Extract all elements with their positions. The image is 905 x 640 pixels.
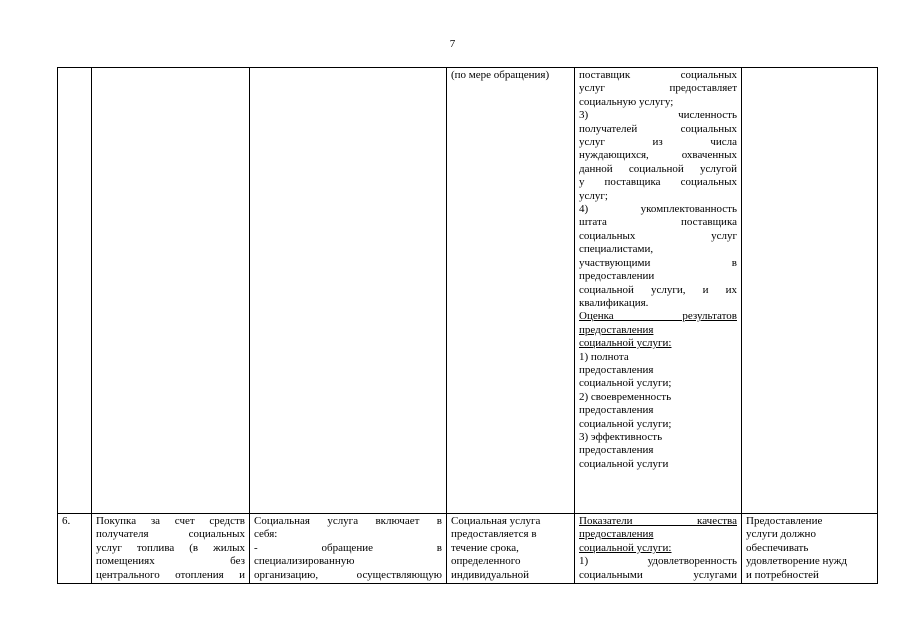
cell-service-description [250,68,447,514]
text-line: удовлетворение нужд [746,555,847,568]
text-line: предоставления [579,404,654,417]
text-line: 1) удовлетворенность [579,555,737,568]
text-line: себя: [254,528,278,541]
text-line: социальных услуг [579,229,737,242]
text-line: и потребностей [746,568,819,581]
service-description-text [254,515,442,582]
text-line: данной социальной услугой [579,162,737,175]
quality-indicators-text [579,515,737,582]
text-line: 3) эффективность [579,430,663,443]
text-line: получателя социальных [96,528,245,541]
text-line: 3) численность [579,109,737,122]
text-line: - обращение в [254,541,442,554]
text-line: помещениях без [96,555,245,568]
cell-service-description [250,514,447,584]
text-line: услуг; [579,189,608,202]
text-line: социальной услуги [579,457,669,470]
text-line: услуги должно [746,528,816,541]
quality-indicators-text [579,69,737,471]
text-line: социальной услуги, и их [579,283,737,296]
text-line: социальной услуги: [579,541,672,554]
text-line: 1) полнота [579,350,629,363]
cell-conditions [742,68,878,514]
text-line: центрального отопления и [96,568,245,581]
page-number: 7 [449,38,456,50]
text-line: организацию, осуществляющую [254,568,442,581]
text-line: социальной услуги; [579,377,672,390]
table-row-continued [58,68,878,514]
text-line: социальной услуги: [579,337,672,350]
text-line: социальными услугами [579,568,737,581]
text-line: Предоставление [746,515,823,527]
cell-number [58,68,92,514]
text-line: 2) своевременность [579,390,672,403]
table-row-6 [58,514,878,584]
text-line: Оценка результатов [579,310,737,323]
text-line: социальной услуги; [579,417,672,430]
text-line: индивидуальной [451,568,530,581]
cell-quality-indicators [575,514,742,584]
cell-service-term: (по мере обращения) [447,68,575,514]
text-line: специализированную [254,555,355,568]
services-table [57,67,878,584]
text-line: Покупка за счет средств [96,515,245,527]
text-line: социальную услугу; [579,95,674,108]
cell-service-name [92,514,250,584]
text-line: поставщик социальных [579,69,737,81]
text-line: специалистами, [579,243,654,256]
text-line: услуг из числа [579,136,737,149]
text-line: обеспечивать [746,541,809,554]
text-line: Социальная услуга включает в [254,515,442,527]
service-name-text [96,515,245,582]
text-line: квалификация. [579,296,649,309]
text-line: предоставления [579,323,654,336]
text-line: Социальная услуга [451,515,541,527]
text-line: предоставления [579,363,654,376]
conditions-text [746,515,873,582]
text-line: получателей социальных [579,122,737,135]
text-line: участвующими в [579,256,737,269]
cell-service-term [447,514,575,584]
text-line: 4) укомплектованность [579,203,737,216]
text-line: предоставления [579,444,654,457]
text-line: услуг предоставляет [579,82,737,95]
text-line: нуждающихся, охваченных [579,149,737,162]
cell-number: 6. [58,514,92,584]
text-line: определенного [451,555,521,568]
service-term-text [451,515,570,582]
text-line: Показатели качества [579,515,737,527]
text-line: услуг топлива (в жилых [96,541,245,554]
text-line: предоставляется в [451,528,537,541]
text-line: штата поставщика [579,216,737,229]
cell-service-name [92,68,250,514]
text-line: предоставления [579,528,654,541]
cell-conditions [742,514,878,584]
text-line: у поставщика социальных [579,176,737,189]
cell-quality-indicators [575,68,742,514]
text-line: предоставлении [579,270,655,283]
text-line: течение срока, [451,541,519,554]
